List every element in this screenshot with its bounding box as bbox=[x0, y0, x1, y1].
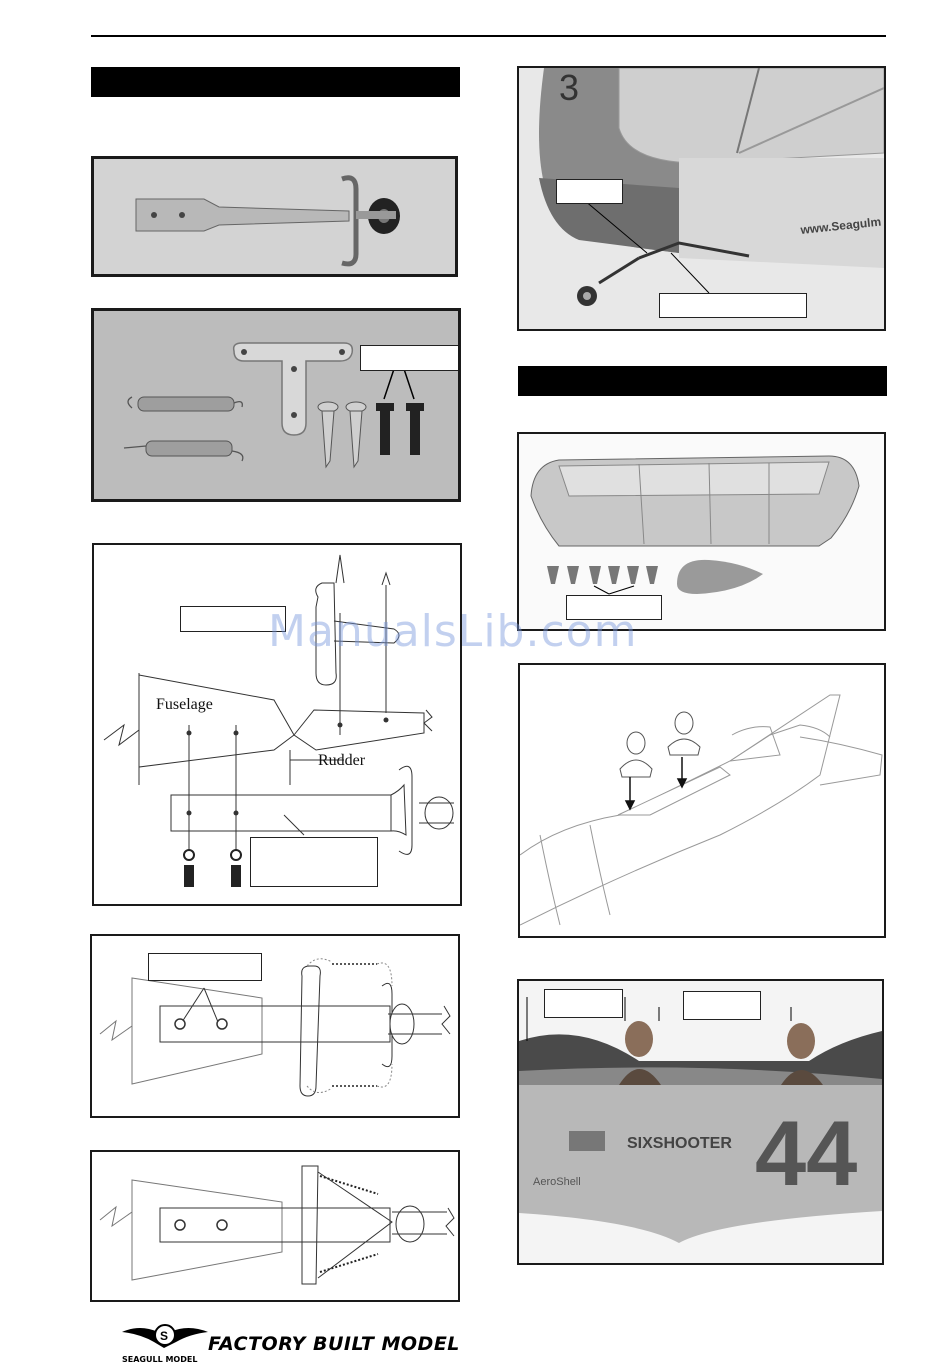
diagram-springs-final bbox=[90, 1150, 460, 1302]
tailwheel-bracket-image bbox=[94, 159, 455, 274]
diagram-springs-open bbox=[90, 934, 460, 1118]
callout-box-holes bbox=[148, 953, 262, 981]
photo-tailwheel-installed bbox=[517, 66, 886, 331]
header-rule bbox=[91, 35, 886, 37]
callout-box-pilot-front bbox=[544, 989, 623, 1018]
callout-box-tailwheel bbox=[556, 179, 623, 204]
fuselage-label: Fuselage bbox=[156, 696, 213, 713]
svg-text:S: S bbox=[160, 1329, 169, 1343]
diagram-tailwheel-assembly bbox=[92, 543, 462, 906]
photo-finished-cockpit bbox=[517, 979, 884, 1265]
website-text: www.Seagulm bbox=[799, 214, 882, 237]
finished-cockpit-image bbox=[519, 981, 882, 1263]
sponsor-text: AeroShell bbox=[533, 1176, 581, 1188]
race-number-text: 44 bbox=[755, 1103, 858, 1205]
rudder-label: Rudder bbox=[318, 752, 366, 769]
photo-tailwheel-bracket bbox=[91, 156, 458, 277]
section-header-bar-right bbox=[518, 366, 887, 396]
plane-name-text: SIXSHOOTER bbox=[627, 1135, 732, 1152]
parts-image bbox=[94, 311, 458, 499]
watermark-text: ManualsLib.com bbox=[268, 606, 638, 657]
pilot-install-drawing bbox=[520, 665, 884, 936]
logo-text: SEAGULL MODEL bbox=[122, 1355, 198, 1364]
photo-parts bbox=[91, 308, 461, 502]
section-header-bar-left bbox=[91, 67, 460, 97]
footer-brand-text: FACTORY BUILT MODEL bbox=[208, 1333, 460, 1355]
photo-cockpit-parts bbox=[517, 432, 886, 631]
drawing-pilot-install bbox=[518, 663, 886, 938]
seagull-logo bbox=[120, 1318, 210, 1366]
springs-final-diagram bbox=[92, 1152, 458, 1300]
callout-box-bolts bbox=[360, 345, 461, 371]
springs-open-diagram bbox=[92, 936, 458, 1116]
tail-number-text: 3 bbox=[559, 68, 580, 108]
callout-box-bracket bbox=[250, 837, 378, 887]
callout-box-steering bbox=[659, 293, 807, 318]
callout-box-pilot-rear bbox=[683, 991, 761, 1020]
